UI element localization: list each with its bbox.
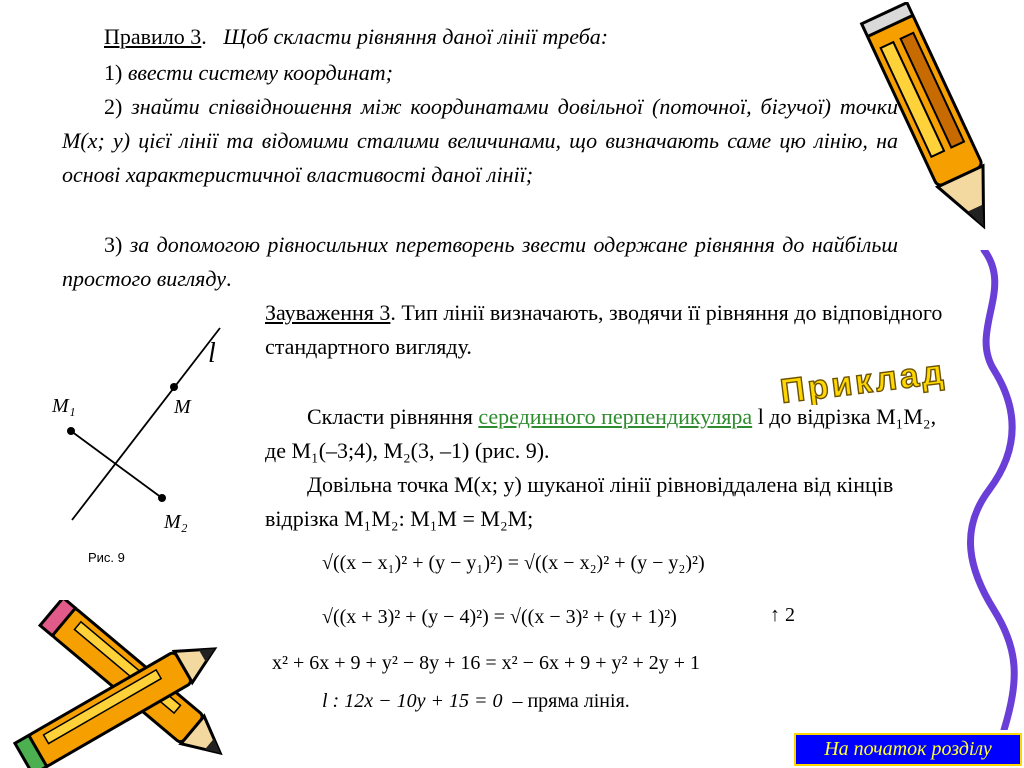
step-text: за допомогою рівносильних перетворень звести одержане рівняння до найбільш простого вигляду bbox=[62, 232, 898, 291]
equation-4-formula: l : 12x − 10y + 15 = 0 bbox=[322, 690, 503, 712]
perpendicular-link[interactable]: серединного перпендикуляра bbox=[478, 404, 753, 429]
point-m1 bbox=[67, 427, 75, 435]
remark-punct: . bbox=[390, 300, 396, 325]
equation-3: x² + 6x + 9 + y² − 8y + 16 = x² − 6x + 9 + y² + 2y + 1 bbox=[272, 652, 701, 674]
label-m: M bbox=[174, 396, 191, 418]
point-m bbox=[170, 383, 178, 391]
label-l: l bbox=[208, 338, 216, 369]
remark bbox=[265, 296, 960, 364]
step-text-cont: цієї лінії та відомими сталими величинами, що визначають саме цю лінію, на основі характеристичної властивості даної лінії; bbox=[62, 128, 899, 187]
step-number: 1) bbox=[104, 60, 123, 85]
pencil-top-icon bbox=[855, 2, 1015, 247]
step-text: ввести систему координат; bbox=[127, 60, 393, 85]
task-text: Скласти рівняння bbox=[307, 404, 473, 429]
pencils-bottom-icon bbox=[0, 600, 260, 768]
label-m2: M₂ bbox=[164, 511, 188, 533]
step-number: 3) bbox=[104, 232, 123, 257]
example-badge-text: Приклад bbox=[778, 355, 949, 405]
equation-1: √((x − x₁)² + (y − y₁)²) = √((x − x₂)² + (y − y₂)²) bbox=[322, 552, 705, 574]
segment-m1m2 bbox=[71, 431, 162, 498]
equation-4-note: – пряма лінія. bbox=[512, 690, 630, 712]
rule-intro: Щоб скласти рівняння даної лінії треба: bbox=[223, 24, 609, 49]
wavy-decoration-icon bbox=[964, 250, 1024, 730]
rule-title-punct: . bbox=[201, 24, 207, 49]
task-paragraph-2 bbox=[265, 468, 955, 536]
figure-9 bbox=[40, 320, 250, 550]
point-name: M bbox=[62, 128, 81, 153]
task-paragraph-1 bbox=[265, 400, 955, 468]
remark-text: Тип лінії визначають, зводячи її рівняння до відповідного стандартного вигляду. bbox=[265, 300, 943, 359]
equation-4 bbox=[322, 690, 630, 713]
back-to-section-start-button[interactable]: На початок розділу bbox=[794, 733, 1022, 766]
rule-step-3 bbox=[62, 228, 898, 296]
step-number: 2) bbox=[104, 94, 123, 119]
line-l bbox=[72, 328, 220, 520]
rule-title: Правило 3 bbox=[104, 24, 202, 49]
point-coords: (x; y) bbox=[80, 128, 131, 153]
rule-title-line bbox=[104, 20, 608, 54]
rule-step-1 bbox=[104, 56, 393, 90]
figure-caption: Рис. 9 bbox=[88, 550, 125, 565]
task-text-cont: l до відрізка M₁M₂, де M₁(–3;4), M₂(3, –1) (рис. 9). bbox=[265, 404, 937, 463]
equation-2-note: ↑ 2 bbox=[770, 604, 795, 626]
task-text-2: Довільна точка M(x; y) шуканої лінії рівновіддалена від кінців відрізка M₁M₂: M₁M = M₂M; bbox=[265, 472, 894, 531]
step-text: знайти співвідношення між координатами довільної (поточної, бігучої) точки bbox=[131, 94, 898, 119]
remark-title: Зауваження 3 bbox=[265, 300, 391, 325]
step-end: . bbox=[226, 266, 232, 291]
equation-2: √((x + 3)² + (y − 4)²) = √((x − 3)² + (y + 1)²) bbox=[322, 606, 677, 628]
example-badge-graphic bbox=[758, 355, 973, 405]
rule-step-2 bbox=[62, 90, 898, 192]
point-m2 bbox=[158, 494, 166, 502]
label-m1: M₁ bbox=[52, 395, 76, 417]
